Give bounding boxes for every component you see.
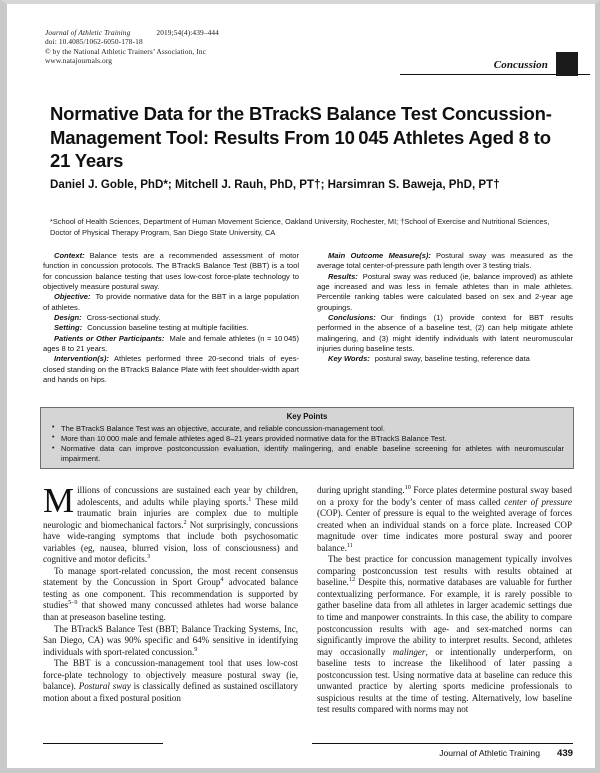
abstract-section-text: Postural sway was reduced (ie, balance improved) as athlete age increased and was less in female athletes than in male athletes. Percentile ranking tables were calculated based on sex and 2-year age groupings. [317,271,573,312]
body-paragraph [317,485,572,554]
body-text-run: These mild traumatic brain injuries are complex due to multiple neurologic and biomechanical factors. [43,496,298,530]
body-text-run: Not surprisingly, concussions have wide-ranging symptoms that include both psychosomatic variables (eg, nausea, blurred vision, loss of consciousness) and cognitive and motor deficits. [43,519,298,565]
key-point-item: • The BTrackS Balance Test was an objective, accurate, and reliable concussion-management tool. [50,424,564,434]
keywords-text: postural sway, baseline testing, reference data [374,354,530,364]
abstract-section-label: Context: [54,251,85,260]
body-text-run: illions of concussions are sustained each year by children, adolescents, and adults while playing sports. [77,485,298,507]
abstract-section [43,354,299,385]
key-points-box [40,407,574,469]
body-text-run: Despite this, normative databases are valuable for further contextualizing performance. For example, it is rarely possible to gather baseline data from all athletes in larger academic settings due to time and manpower constraints. In this case, the ability to compare postconcussion results with age- and sex-matched norms can significantly improve the ability to interpret results. Second, athletes may occasionally [317,577,572,657]
body-column-left [43,481,298,716]
masthead-journal-name: Journal of Athletic Training [45,28,131,37]
key-point-item: • More than 10 000 male and female athletes aged 8–21 years provided normative data for the BTrackS Balance Test. [50,434,564,444]
body-paragraph [43,566,298,624]
category-label: Concussion [493,59,548,71]
category-square-mark [556,52,578,76]
body-text-run: The best practice for concussion management typically involves comparing postconcussion test results with results obtained at baseline. [317,554,572,588]
footer-journal-name: Journal of Athletic Training [439,748,540,758]
page-title: Normative Data for the BTrackS Balance Test Concussion-Management Tool: Results From 10 045 Athletes Aged 8 to 21 Years [50,103,552,171]
abstract-section [317,313,573,354]
abstract-column-right [317,251,573,385]
body-text-run: during upright standing. [317,485,405,495]
citation-ref: 12 [348,576,356,584]
masthead-website: www.natajournals.org [45,55,113,65]
key-points-heading: Key Points [286,412,328,421]
abstract-section-text: Balance tests are a recommended assessment of motor function in concussion protocols. The BTrackS Balance Test (BBT) is a tool for concussion balance testing that uses low-cost force-plate technology to objectively measure postural sway. [43,251,299,292]
masthead [45,28,345,65]
citation-ref: 1 [248,495,252,503]
abstract-section [43,334,299,355]
abstract-section [43,251,299,292]
abstract-section-label: Main Outcome Measure(s): [328,251,431,260]
abstract-section-text: Male and female athletes (n = 10 045) ages 8 to 21 years. [43,333,299,354]
footer-rule-left [43,743,163,744]
drop-cap: M [43,481,75,520]
masthead-doi: doi: 10.4085/1062-6050-178-18 [45,37,143,47]
citation-ref: 5–9 [68,599,78,607]
abstract-section-text: Concussion baseline testing at multiple facilities. [87,323,249,333]
abstract [43,251,573,385]
body-text-italic: Postural sway [78,681,131,692]
body-text-run: that showed many concussed athletes had worse balance than at preseason baseline testing. [43,600,298,623]
abstract-section-text: Postural sway was measured as the average total center-of-pressure path length over 3 testing trials. [317,251,573,271]
citation-ref: 10 [404,483,411,491]
body-text-run: is classically defined as sustained oscillatory motion about a fixed postural position [43,681,298,703]
abstract-section-label: Results: [328,271,358,281]
abstract-section-text: To provide normative data for the BBT in a large population of athletes. [43,292,299,312]
abstract-section-label: Conclusions: [328,313,376,323]
keywords-label: Key Words: [328,354,370,364]
abstract-section-label: Design: [54,313,82,323]
abstract-section [43,323,299,333]
footer-page-number: 439 [556,748,573,759]
body-paragraph [317,554,572,716]
body-text-run: The BTrackS Balance Test (BBT; Balance Tracking Systems, Inc, San Diego, CA) was 90% specific and 64% sensitive in identifying individuals with sport-related concussion. [43,623,298,657]
body-text-run: advocated balance testing as one component. This recommendation is supported by studies [43,577,298,611]
masthead-copyright: © by the National Athletic Trainers’ Association, Inc [45,46,207,56]
abstract-section-label: Objective: [54,292,91,302]
body-paragraph [43,624,298,659]
abstract-section [43,313,299,323]
abstract-column-left [43,251,299,385]
masthead-row-journal [45,28,345,37]
citation-ref: 3 [147,553,151,561]
abstract-keywords [317,354,573,364]
category-banner [390,46,590,86]
abstract-section-text: Our findings (1) provide context for BBT results performed in the absence of a baseline test, (2) can help mitigate athlete malingering, and (3) might identify individuals with latent neuromuscular injuries during baseline tests. [317,313,573,354]
abstract-section-text: Athletes performed three 20-second trials of eyes-closed standing on the BTrackS Balance Plate with feet shoulder-width apart and hands on hips. [43,354,299,385]
body-text-run: The BBT is a concussion-management tool that uses low-cost force-plate technology to objectively measure postural sway (ie, balance). [43,658,298,692]
page-footer [312,748,573,759]
masthead-citation: 2019;54(4):439–444 [156,28,219,37]
body-text-run: (COP). Center of pressure is equal to the weighted average of forces created when an individual stands on a force plate. Increased COP magnitude over time indicates more postural sway and poorer balance. [317,508,572,553]
footer-rule [312,743,573,744]
abstract-section [317,251,573,272]
citation-ref: 9 [194,645,198,653]
abstract-section [317,272,573,313]
body-text [43,481,573,716]
abstract-section-text: Cross-sectional study. [86,313,161,323]
abstract-section [43,292,299,313]
abstract-section-label: Setting: [54,323,83,333]
abstract-section-label: Patients or Other Participants: [54,333,165,343]
citation-ref: 11 [346,541,353,549]
affiliations: *School of Health Sciences, Department of Human Movement Science, Oakland University, Rochester, MI; †School of Exercise and Nutritional Sciences, Doctor of Physical Therapy Program, San Diego State University, CA [50,217,550,238]
key-point-item: • Normative data can improve postconcussion evaluation, identify malingering, and enable baseline screening for athletes with neuromuscular impairment. [50,444,564,465]
body-text-run: Force plates determine postural sway based on a proxy for the body’s center of mass called [317,485,572,507]
page-sheet [7,4,595,768]
body-text-run: , or intentionally underperform, on baseline tests to increase the likelihood of later passing a postconcussion test. Using normative data at baseline can reduce this unwanted practice by alerting sports medicine professionals to suspicious results at the time of testing. Alternatively, low baseline test results compared with norms may not [317,646,572,715]
body-paragraph [43,658,298,704]
body-text-italic: malinger [392,646,426,657]
body-text-italic: center of pressure [504,496,573,507]
body-column-right [317,485,572,716]
abstract-section-label: Intervention(s): [54,354,109,364]
author-list: Daniel J. Goble, PhD*; Mitchell J. Rauh, PhD, PT†; Harsimran S. Baweja, PhD, PT† [50,178,500,191]
key-points-list [50,424,564,465]
body-paragraph [43,481,298,566]
body-text-run: To manage sport-related concussion, the most recent consensus statement by the Concussion in Sport Group [43,565,298,588]
citation-ref: 2 [183,518,187,526]
citation-ref: 4 [220,576,224,584]
